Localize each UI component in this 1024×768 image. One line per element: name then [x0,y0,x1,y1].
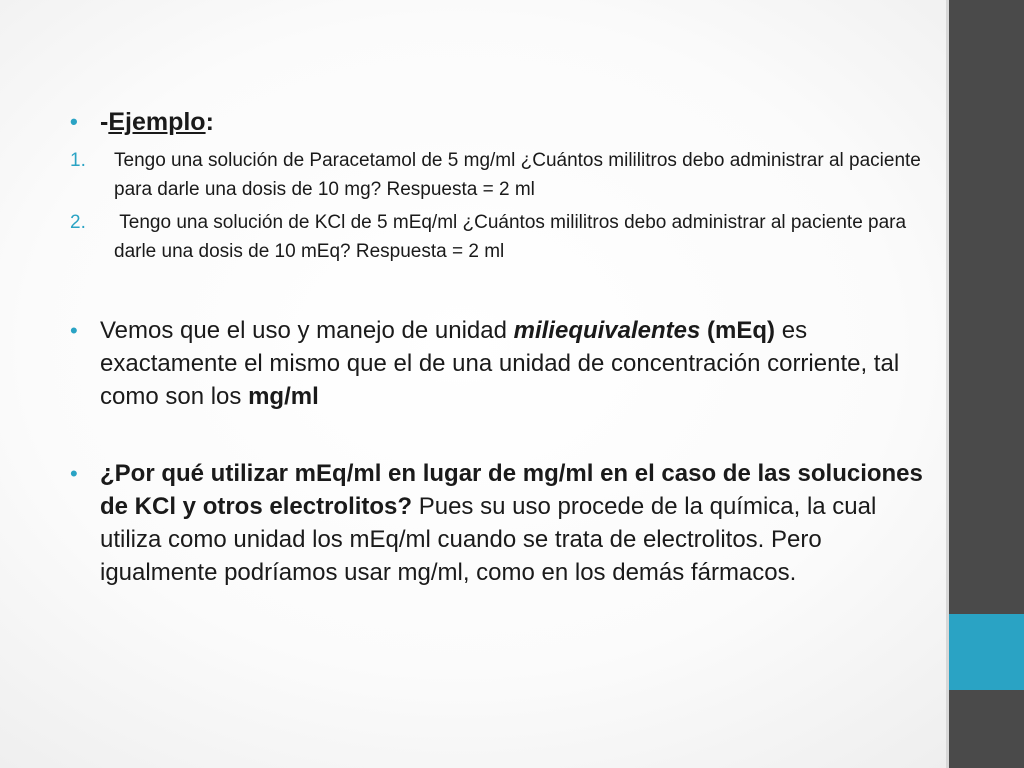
heading-suffix: : [205,108,214,136]
slide-content [70,104,930,589]
para1-text: Vemos que el uso y manejo de unidad [100,317,514,344]
paragraph-units [70,314,930,413]
list-item [70,146,930,204]
list-number: 1. [70,150,86,171]
para1-rest: es exactamente el mismo que el de una unidad de concentración corriente, tal como son los [100,317,900,410]
list-text: Tengo una solución de KCl de 5 mEq/ml ¿Cuántos mililitros debo administrar al paciente para darle una dosis de 10 mEq? Respuesta = 2 ml [114,212,912,262]
heading-prefix: - [100,108,109,136]
bullet-icon: • [70,461,78,486]
list-item [70,208,930,266]
list-number: 2. [70,212,86,233]
example-heading [70,104,930,140]
example-list [70,146,930,266]
para1-abbr: (mEq) [707,317,776,344]
paragraph-question [70,457,930,589]
accent-square [949,614,1024,690]
para2-answer: Pues su uso procede de la química, la cual utiliza como unidad los mEq/ml cuando se trata de electrolitos. Pero igualmente podríamos usar mg/ml, como en los demás fármacos. [100,493,877,586]
bullet-icon: • [70,109,78,134]
bullet-icon: • [70,318,78,343]
list-text: Tengo una solución de Paracetamol de 5 mg/ml ¿Cuántos mililitros debo administrar al paciente para darle una dosis de 10 mg? Respuesta = 2 ml [114,150,921,200]
para1-term: miliequivalentes [513,317,701,344]
para2-question: ¿Por qué utilizar mEq/ml en lugar de mg/ml en el caso de las soluciones de KCl y otros electrolitos? [100,460,923,520]
heading-word: Ejemplo [108,108,206,136]
para1-unit: mg/ml [248,383,319,410]
